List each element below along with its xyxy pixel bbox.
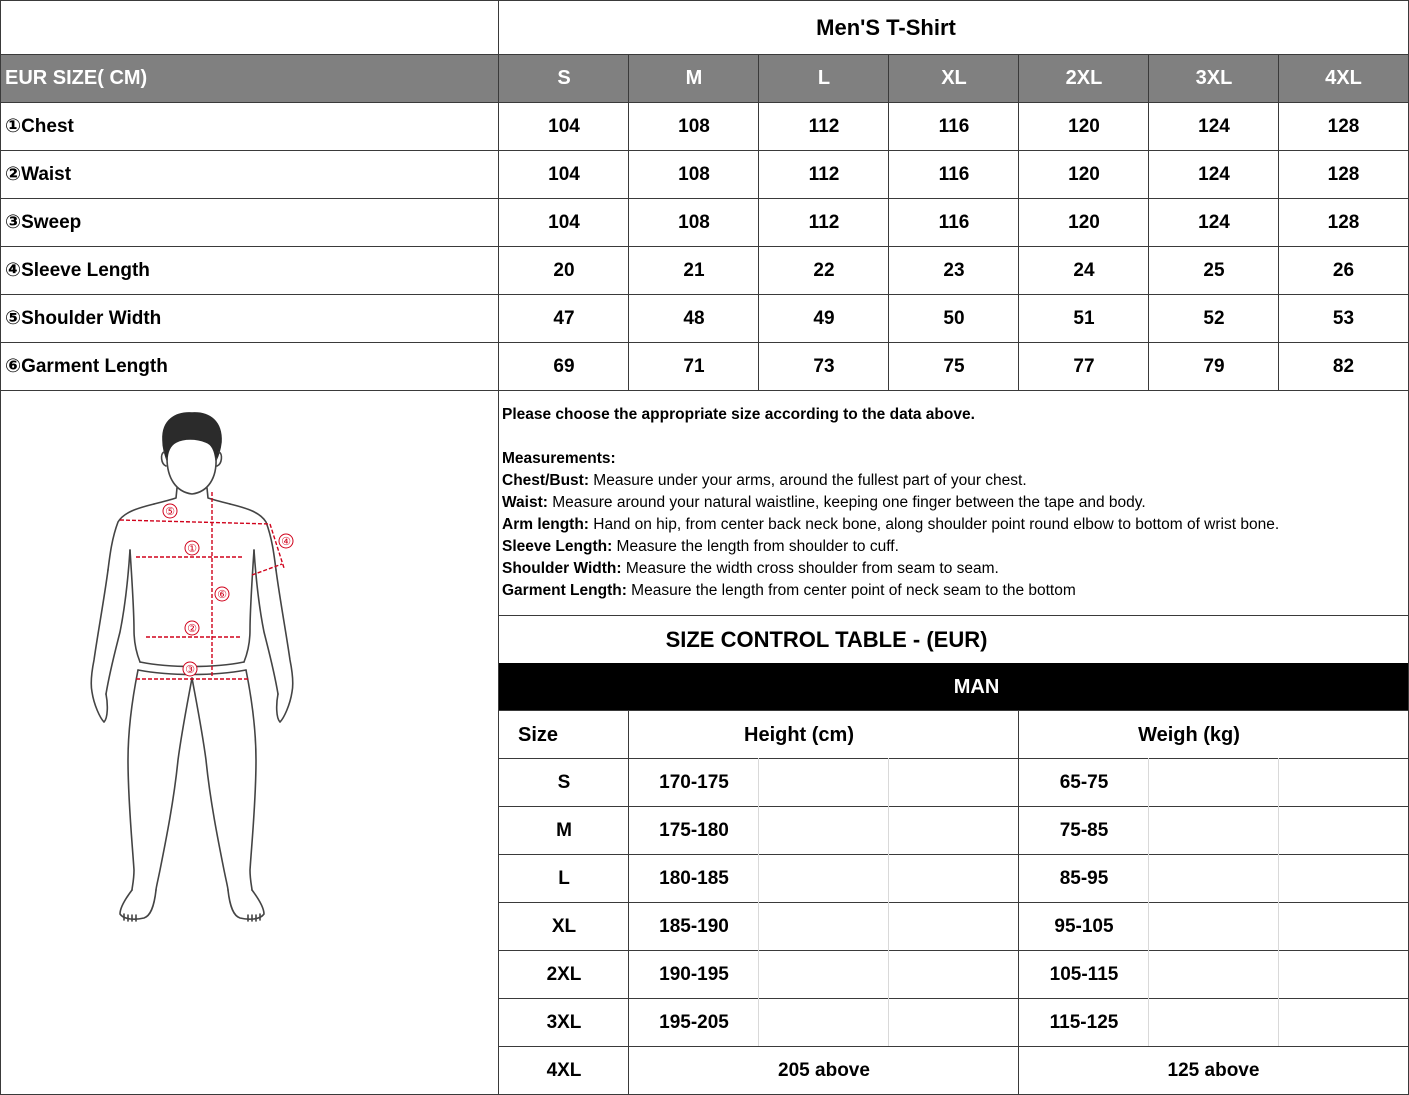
size-header-label: EUR SIZE( CM) xyxy=(5,67,148,89)
control-height: 185-190 xyxy=(659,916,729,937)
table-cell: 75 xyxy=(943,355,965,377)
grid-line xyxy=(498,902,1409,903)
table-cell: 116 xyxy=(938,115,970,137)
row-label-sweep: ③Sweep xyxy=(5,212,82,233)
note-waist xyxy=(502,492,1402,514)
control-height: 205 above xyxy=(778,1060,870,1081)
row-label-garment-length: ⑥Garment Length xyxy=(5,356,168,377)
note-garment-length xyxy=(502,580,1402,602)
table-cell: 20 xyxy=(553,259,575,281)
table-cell: 120 xyxy=(1068,163,1100,185)
marker-shoulder-width: ⑤ xyxy=(165,505,175,518)
grid-line xyxy=(1018,710,1019,1095)
table-cell: 112 xyxy=(808,163,840,185)
table-cell: 112 xyxy=(808,115,840,137)
row-label-shoulder-width: ⑤Shoulder Width xyxy=(5,308,162,329)
body-measurement-figure xyxy=(70,400,330,940)
table-cell: 77 xyxy=(1073,355,1095,377)
control-height: 195-205 xyxy=(659,1012,729,1033)
table-cell: 124 xyxy=(1198,163,1230,185)
table-cell: 48 xyxy=(683,307,705,329)
table-cell: 24 xyxy=(1073,259,1095,281)
grid-line xyxy=(0,102,1409,103)
grid-line xyxy=(498,854,1409,855)
table-cell: 108 xyxy=(678,163,710,185)
note-shoulder-width xyxy=(502,558,1402,580)
marker-sweep: ③ xyxy=(185,663,195,676)
measurement-lines xyxy=(120,492,284,679)
control-weight: 115-125 xyxy=(1049,1012,1119,1033)
grid-line xyxy=(498,1046,1409,1047)
control-size: XL xyxy=(551,916,577,937)
table-cell: 21 xyxy=(683,259,705,281)
table-cell: 26 xyxy=(1332,259,1355,281)
control-size: 4XL xyxy=(546,1060,582,1081)
row-label-waist: ②Waist xyxy=(5,164,72,185)
grid-line xyxy=(498,806,1409,807)
grid-line xyxy=(758,758,759,1046)
grid-line xyxy=(628,710,629,1095)
table-cell: 104 xyxy=(548,163,580,185)
control-size: S xyxy=(557,772,571,793)
table-cell: 49 xyxy=(813,307,835,329)
grid-line xyxy=(888,758,889,1046)
table-cell: 69 xyxy=(553,355,575,377)
table-cell: 108 xyxy=(678,115,710,137)
table-cell: 124 xyxy=(1198,115,1230,137)
grid-line xyxy=(498,710,1409,711)
note-term: Garment Length: xyxy=(502,582,627,599)
note-sleeve-length xyxy=(502,536,1402,558)
table-cell: 79 xyxy=(1203,355,1225,377)
measurement-markers xyxy=(163,504,293,676)
grid-line xyxy=(1148,758,1149,1046)
table-cell: 108 xyxy=(678,211,710,233)
measurement-notes xyxy=(502,404,1402,602)
col-header-height: Height (cm) xyxy=(744,723,854,746)
grid-line xyxy=(0,342,1409,343)
table-cell: 120 xyxy=(1068,115,1100,137)
row-label-sleeve-length: ④Sleeve Length xyxy=(5,260,150,281)
marker-waist: ② xyxy=(187,622,197,635)
note-term: Chest/Bust: xyxy=(502,472,589,489)
control-height: 170-175 xyxy=(659,772,729,793)
size-header-4xl: 4XL xyxy=(1325,67,1362,89)
size-header-xl: XL xyxy=(941,67,967,89)
grid-line xyxy=(0,54,1409,55)
control-weight: 85-95 xyxy=(1059,868,1109,889)
note-text: Hand on hip, from center back neck bone, along shoulder point round elbow to bottom of wrist bone. xyxy=(588,516,1280,533)
grid-line xyxy=(1018,54,1019,391)
grid-line xyxy=(628,54,629,391)
grid-line xyxy=(0,0,1409,1)
control-table-title: SIZE CONTROL TABLE - (EUR) xyxy=(665,626,988,652)
note-text: Measure around your natural waistline, keeping one finger between the tape and body. xyxy=(547,494,1146,511)
row-label-chest: ①Chest xyxy=(5,116,74,137)
note-chest xyxy=(502,470,1402,492)
grid-line xyxy=(0,294,1409,295)
table-cell: 128 xyxy=(1327,211,1360,233)
table-cell: 22 xyxy=(813,259,835,281)
control-size: L xyxy=(558,868,570,889)
note-text: Measure the length from center point of neck seam to the bottom xyxy=(626,582,1076,599)
grid-line xyxy=(1278,54,1279,391)
control-weight: 125 above xyxy=(1167,1060,1260,1081)
size-header-2xl: 2XL xyxy=(1065,67,1103,89)
grid-line xyxy=(498,0,499,1095)
table-cell: 128 xyxy=(1327,163,1360,185)
control-height: 175-180 xyxy=(659,820,729,841)
table-cell: 116 xyxy=(938,211,970,233)
grid-line xyxy=(0,246,1409,247)
control-weight: 105-115 xyxy=(1049,964,1119,985)
grid-line xyxy=(498,950,1409,951)
control-size: 3XL xyxy=(546,1012,582,1033)
grid-line xyxy=(758,54,759,391)
grid-line xyxy=(498,615,1409,616)
control-height: 190-195 xyxy=(659,964,729,985)
grid-line xyxy=(0,150,1409,151)
notes-intro: Please choose the appropriate size according to the data above. xyxy=(502,406,975,423)
table-cell: 128 xyxy=(1327,115,1360,137)
grid-line xyxy=(498,998,1409,999)
control-weight: 75-85 xyxy=(1059,820,1109,841)
marker-sleeve-length: ④ xyxy=(281,535,291,548)
table-cell: 25 xyxy=(1203,259,1225,281)
note-term: Arm length: xyxy=(502,516,589,533)
grid-line xyxy=(0,390,1409,391)
table-cell: 51 xyxy=(1073,307,1095,329)
note-text: Measure under your arms, around the fullest part of your chest. xyxy=(588,472,1027,489)
col-header-weight: Weigh (kg) xyxy=(1138,723,1240,746)
grid-line xyxy=(888,54,889,391)
note-text: Measure the width cross shoulder from seam to seam. xyxy=(621,560,999,577)
table-cell: 71 xyxy=(683,355,705,377)
note-text: Measure the length from shoulder to cuff. xyxy=(612,538,899,555)
table-cell: 124 xyxy=(1198,211,1230,233)
table-cell: 23 xyxy=(943,259,965,281)
grid-line xyxy=(1148,54,1149,391)
control-weight: 95-105 xyxy=(1054,916,1114,937)
page-title: Men'S T-Shirt xyxy=(816,14,956,40)
marker-chest: ① xyxy=(187,542,197,555)
table-cell: 50 xyxy=(943,307,965,329)
man-band-label: MAN xyxy=(953,675,1000,698)
size-header-s: S xyxy=(557,67,571,89)
control-size: 2XL xyxy=(546,964,582,985)
note-arm-length xyxy=(502,514,1402,536)
table-cell: 47 xyxy=(553,307,575,329)
table-cell: 52 xyxy=(1203,307,1225,329)
notes-heading: Measurements: xyxy=(502,450,616,467)
marker-garment-length: ⑥ xyxy=(217,588,227,601)
grid-line xyxy=(0,198,1409,199)
table-cell: 53 xyxy=(1332,307,1355,329)
grid-line xyxy=(498,758,1409,759)
col-header-size: Size xyxy=(518,723,559,746)
table-cell: 120 xyxy=(1068,211,1100,233)
control-height: 180-185 xyxy=(659,868,729,889)
grid-line xyxy=(1278,758,1279,1046)
size-header-l: L xyxy=(817,67,831,89)
grid-line xyxy=(0,0,1,1095)
note-term: Sleeve Length: xyxy=(502,538,613,555)
note-term: Shoulder Width: xyxy=(502,560,622,577)
size-header-3xl: 3XL xyxy=(1195,67,1233,89)
control-size: M xyxy=(556,820,572,841)
table-cell: 82 xyxy=(1332,355,1355,377)
control-weight: 65-75 xyxy=(1059,772,1109,793)
size-header-m: M xyxy=(685,67,703,89)
table-cell: 104 xyxy=(548,115,580,137)
table-cell: 112 xyxy=(808,211,840,233)
note-term: Waist: xyxy=(502,494,548,511)
table-cell: 73 xyxy=(813,355,835,377)
notes-spacer xyxy=(502,426,1402,448)
table-cell: 116 xyxy=(938,163,970,185)
table-cell: 104 xyxy=(548,211,580,233)
